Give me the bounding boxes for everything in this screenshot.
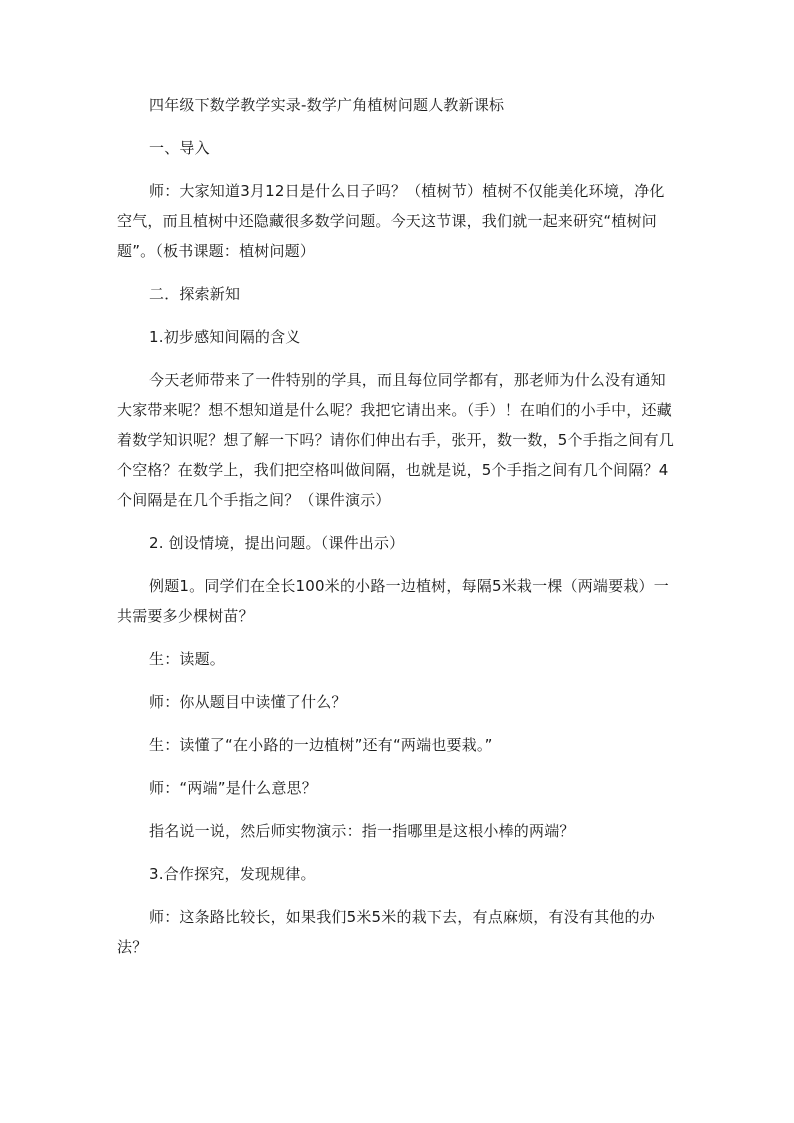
paragraph-student-read: 生：读题。 [149, 650, 226, 668]
paragraph-other-method: 师：这条路比较长，如果我们5米5米的栽下去，有点麻烦，有没有其他的办法？ [117, 908, 655, 956]
subheading-interval-meaning: 1.初步感知间隔的含义 [149, 328, 301, 346]
paragraph-demonstration: 指名说一说，然后师实物演示：指一指哪里是这根小棒的两端？ [149, 822, 575, 840]
document-body [117, 90, 677, 975]
paragraph-student-answer: 生：读懂了“在小路的一边植树”还有“两端也要栽。” [149, 736, 493, 754]
paragraph-two-ends-question: 师：“两端”是什么意思？ [149, 779, 317, 797]
paragraph-example-1: 例题1。同学们在全长100米的小路一边植树，每隔5米栽一棵（两端要栽）一共需要多少棵树苗？ [117, 577, 669, 625]
paragraph-teacher-question: 师：你从题目中读懂了什么？ [149, 693, 347, 711]
paragraph-arbor-day: 师：大家知道3月12日是什么日子吗？（植树节）植树不仅能美化环境，净化空气，而且植树中还隐藏很多数学问题。今天这节课，我们就一起来研究“植树问题”。（板书课题：植树问题） [117, 182, 665, 260]
document-title: 四年级下数学教学实录-数学广角植树问题人教新课标 [149, 96, 505, 114]
subheading-cooperation: 3.合作探究，发现规律。 [149, 865, 316, 883]
subheading-scenario: 2. 创设情境，提出问题。（课件出示） [149, 534, 405, 552]
section-heading-intro: 一、导入 [149, 139, 210, 157]
paragraph-hand-intervals: 今天老师带来了一件特别的学具，而且每位同学都有，那老师为什么没有通知大家带来呢？想不想知道是什么呢？我把它请出来。（手）！在咱们的小手中，还藏着数学知识呢？想了解一下吗？请你们伸出右手，张开，数一数，5个手指之间有几个空格？在数学上，我们把空格叫做间隔，也就是说，5个手指之间有几个间隔？4个间隔是在几个手指之间？（课件演示） [117, 371, 674, 509]
section-heading-explore: 二．探索新知 [149, 285, 241, 303]
